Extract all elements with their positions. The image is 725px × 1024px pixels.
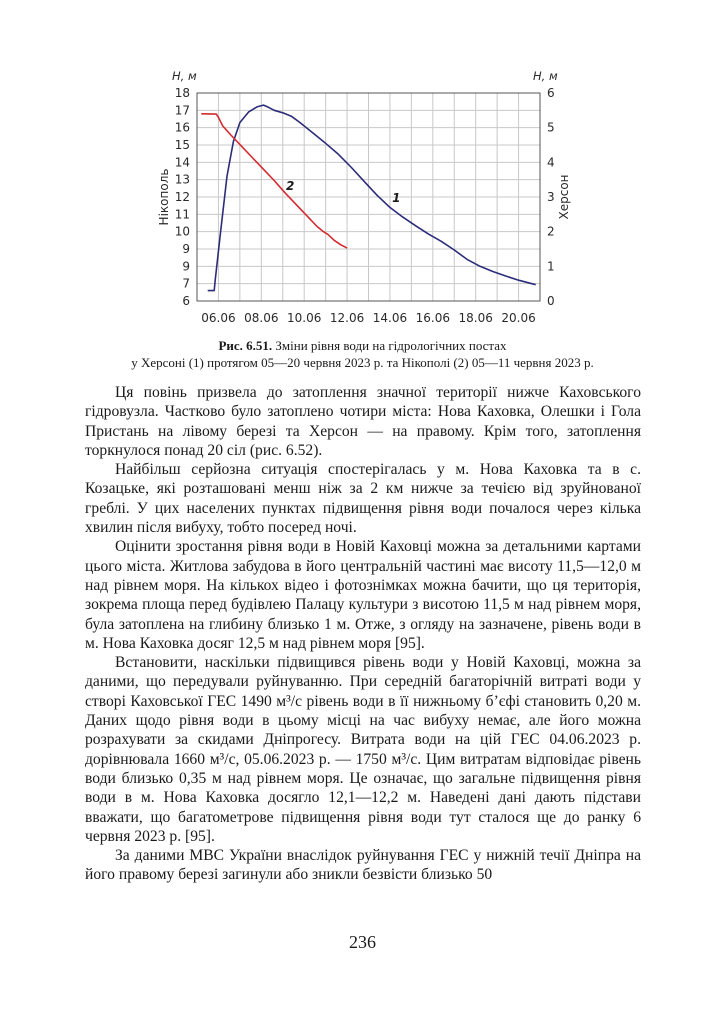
left-tick-label: 13 — [174, 172, 190, 187]
x-tick-label: 14.06 — [372, 311, 408, 325]
body-text — [85, 383, 641, 885]
left-tick-label: 6 — [182, 294, 190, 308]
figure-caption-line2 — [0, 355, 725, 371]
x-axis-ticks — [201, 311, 535, 325]
right-axis-unit: H, м — [533, 69, 558, 83]
left-tick-label: 14 — [174, 155, 190, 170]
left-tick-label: 10 — [174, 224, 190, 239]
page-number: 236 — [349, 932, 376, 952]
left-tick-label: 16 — [174, 120, 190, 135]
right-tick-label: 3 — [547, 190, 555, 204]
left-tick-label: 11 — [174, 207, 190, 222]
figure-caption — [0, 338, 725, 354]
x-tick-label: 08.06 — [244, 311, 279, 325]
right-tick-label: 0 — [547, 294, 555, 308]
right-axis-label: Херсон — [557, 174, 571, 220]
paragraph: Найбільш серйозна ситуація спостерігалась у м. Нова Каховка та в с. Козацьке, які розташовані менш ніж за 2 км нижче за течією від зруйнованої греблі. У цих населених пунктах підвищення рівня води почалося через кілька хвилин після вибуху, тобто посеред ночі. — [85, 461, 641, 537]
right-tick-label: 5 — [547, 120, 555, 135]
series-line-1 — [208, 105, 536, 291]
x-tick-label: 06.06 — [201, 311, 236, 325]
left-tick-label: 9 — [182, 259, 190, 274]
left-tick-label: 7 — [182, 276, 190, 291]
x-tick-label: 20.06 — [501, 311, 536, 325]
right-tick-label: 6 — [547, 86, 555, 100]
caption-line1: Зміни рівня води на гідрологічних постах — [275, 338, 507, 353]
caption-line2: у Херсоні (1) протягом 05—20 червня 2023 р. та Нікополі (2) 05—11 червня 2023 р. — [131, 355, 594, 370]
right-axis-ticks — [547, 86, 555, 308]
right-tick-label: 2 — [547, 224, 555, 239]
series-label-2: 2 — [285, 179, 295, 194]
x-tick-label: 18.06 — [458, 311, 493, 325]
paragraph: За даними МВС України внаслідок руйнування ГЕС у нижній течії Дніпра на його правому березі загинули або зникли безвісти близько 50 — [85, 847, 641, 884]
paragraph: Встановити, наскільки підвищився рівень води у Новій Каховці, можна за даними, що передували руйнуванню. При середній багаторічній витраті води у створі Каховської ГЕС 1490 м³/с рівень води в її нижньому б’єфі становить 0,20 м. Даних щодо рівня води в цьому місці на час вибуху немає, але його можна розрахувати за скидами Дніпрогесу. Витрата води на цій ГЕС 04.06.2023 р. дорівнювала 1660 м³/с, 05.06.2023 р. — 1750 м³/с. Цим витратам відповідає рівень води близько 0,35 м над рівнем моря. Це означає, що загальне підвищення рівня води в м. Нова Каховка досягло 12,1—12,2 м. Наведені дані дають підстави вважати, що багатометрове підвищення рівня води тут сталося ще до ранку 6 червня 2023 р. [95]. — [85, 654, 641, 845]
left-tick-label: 18 — [174, 86, 190, 100]
x-tick-label: 12.06 — [329, 311, 365, 325]
left-tick-label: 15 — [174, 138, 190, 152]
left-tick-label: 17 — [174, 103, 190, 118]
series-label-1: 1 — [392, 191, 401, 206]
x-tick-label: 16.06 — [415, 311, 450, 325]
water-level-chart — [0, 0, 725, 330]
paragraph: Ця повінь призвела до затоплення значної території нижче Каховського гідровузла. Частково було затоплено чотири міста: Нова Каховка, Олешки і Гола Пристань на лівому березі та Херсон — на правому. Крім того, затоплення торкнулося понад 20 сіл (рис. 6.52). — [85, 384, 641, 459]
x-tick-label: 10.06 — [287, 311, 322, 325]
right-tick-label: 1 — [547, 259, 555, 274]
left-axis-ticks — [175, 86, 190, 308]
paragraph: Оцінити зростання рівня води в Новій Каховці можна за детальними картами цього міста. Житлова забудова в його центральній частині має висоту 11,5—12,0 м над рівнем моря. На кількох відео і фотознімках можна бачити, що ця територія, зокрема площа перед будівлею Палацу культури з висотою 11,5 м над рівнем моря, була затоплена на глибину близько 1 м. Отже, з огляду на зазначене, рівень води в м. Нова Каховка досяг 12,5 м над рівнем моря [95]. — [85, 538, 641, 652]
left-axis-label: Нікополь — [157, 168, 171, 226]
right-tick-label: 4 — [547, 155, 555, 170]
left-tick-label: 9 — [182, 242, 190, 256]
left-tick-label: 12 — [174, 190, 190, 204]
caption-label: Рис. 6.51. — [218, 338, 273, 353]
left-axis-unit: H, м — [172, 69, 197, 83]
